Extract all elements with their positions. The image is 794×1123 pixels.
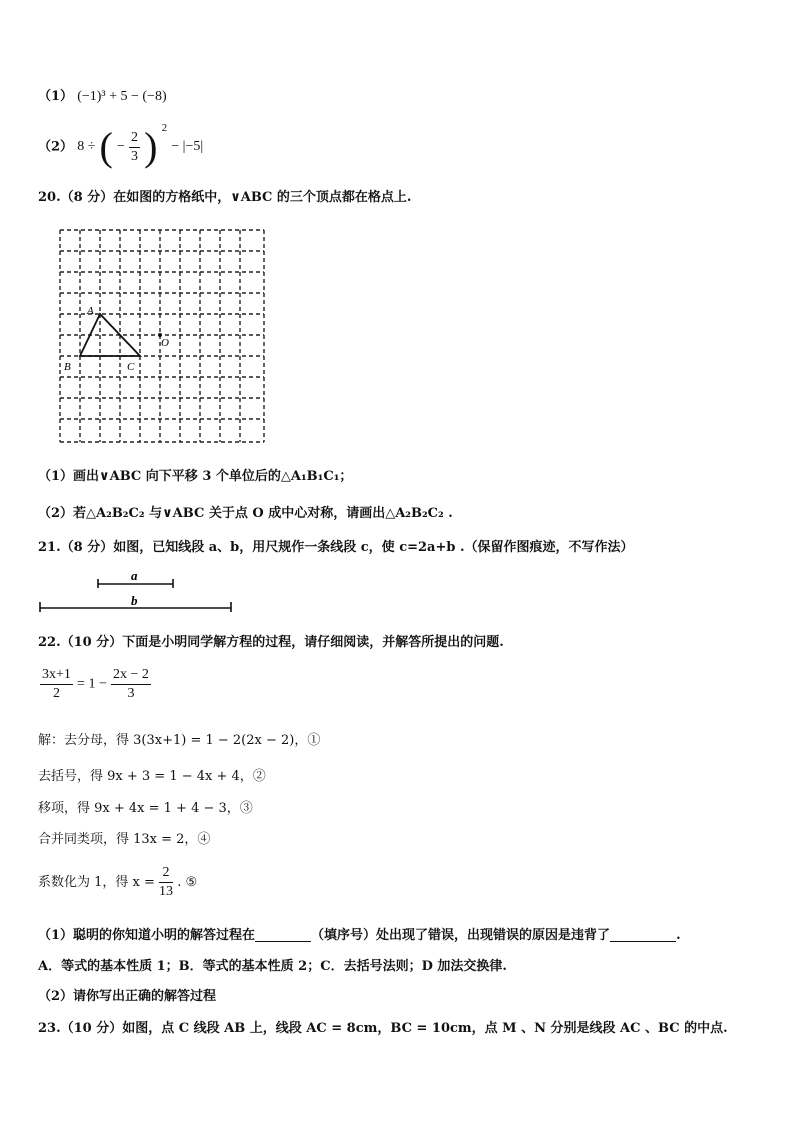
q22-equation: $\frac{3x+1}{2}$ = 1 − $\frac{2x - 2}{3}$ xyxy=(42,667,149,701)
label-segment-b: b xyxy=(131,593,138,608)
fraction-2-3: $\frac{2}{3}$ xyxy=(131,129,139,164)
q20-part2: （2）若△A₂B₂C₂ 与∨ABC 关于点 O 成中心对称，请画出△A₂B₂C₂ . xyxy=(38,506,453,521)
q22-heading: 22.（10 分）下面是小明同学解方程的过程，请仔细阅读，并解答所提出的问题. xyxy=(38,635,504,650)
label-c: C xyxy=(127,361,135,373)
fraction-left: $\frac{3x+1}{2}$ xyxy=(42,667,71,701)
fraction-right: $\frac{2x - 2}{3}$ xyxy=(112,667,149,701)
blank-reason[interactable] xyxy=(610,941,676,942)
q22-sub1: （1）聪明的你知道小明的解答过程在 （填序号）处出现了错误，出现错误的原因是违背了 . xyxy=(38,928,681,943)
fraction-2-13: $\frac{2}{13}$ xyxy=(159,865,174,899)
q22-options: A．等式的基本性质 1；B．等式的基本性质 2；C．去括号法则；D 加法交换律. xyxy=(38,959,507,974)
q21-segments-figure xyxy=(38,568,238,614)
right-paren: ) xyxy=(144,124,158,169)
q23-heading: 23.（10 分）如图，点 C 线段 AB 上，线段 AC = 8cm，BC = 10cm，点 M 、N 分别是线段 AC 、BC 的中点. xyxy=(38,1021,728,1036)
q22-step2: 去括号，得 9x + 3 = 1 − 4x + 4，② xyxy=(38,769,266,784)
label-segment-a: a xyxy=(131,568,138,583)
q19-part1: （1） (−1)³ + 5 − (−8) xyxy=(38,89,167,104)
left-paren: ( xyxy=(99,124,113,169)
blank-step-number[interactable] xyxy=(255,941,311,942)
q20-part1: （1）画出∨ABC 向下平移 3 个单位后的△A₁B₁C₁； xyxy=(38,469,353,484)
q20-grid-figure xyxy=(58,228,268,446)
q19-part2: （2） 8 ÷ ( − $\frac{2}{3}$ ) $^2$ − |−5| xyxy=(38,122,204,169)
label-b: B xyxy=(64,361,71,373)
grid-lines xyxy=(60,230,264,442)
q22-step5: 系数化为 1，得 x = $\frac{2}{13}$ . ⑤ xyxy=(38,865,198,899)
label-a: A xyxy=(87,305,94,317)
q22-step1: 解：去分母，得 3(3x+1) = 1 − 2(2x − 2)，① xyxy=(38,733,321,748)
q22-step3: 移项，得 9x + 4x = 1 + 4 − 3，③ xyxy=(38,801,253,816)
q21-heading: 21.（8 分）如图，已知线段 a、b，用尺规作一条线段 c，使 c=2a+b .（保留作图痕迹，不写作法） xyxy=(38,540,634,555)
label-o: O xyxy=(161,337,169,349)
q20-heading: 20.（8 分）在如图的方格纸中，∨ABC 的三个顶点都在格点上. xyxy=(38,190,412,205)
q22-step4: 合并同类项，得 13x = 2，④ xyxy=(38,832,211,847)
q22-sub2: （2）请你写出正确的解答过程 xyxy=(38,989,217,1004)
